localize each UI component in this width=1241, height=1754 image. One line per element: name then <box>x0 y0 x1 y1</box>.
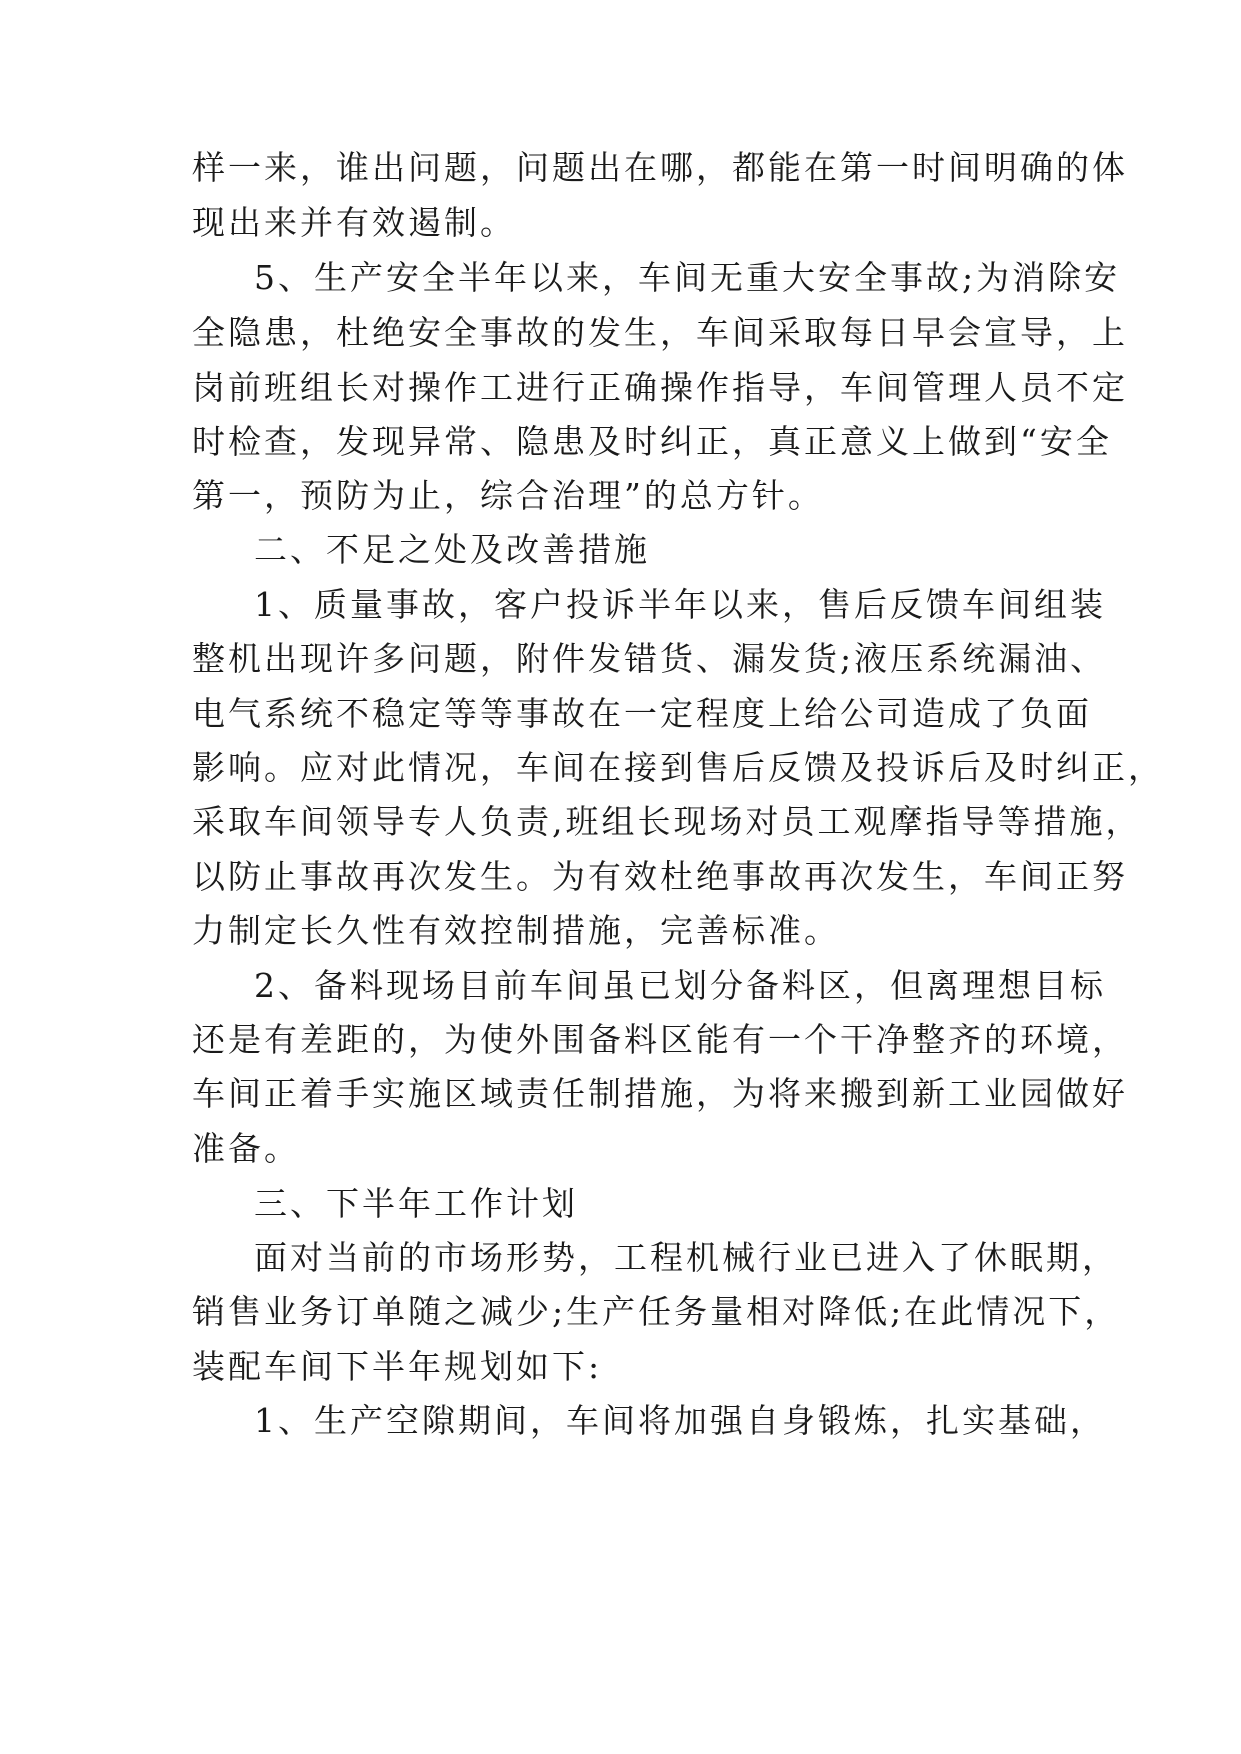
text-line: 力制定长久性有效控制措施，完善标准。 <box>192 911 840 950</box>
text-line: 样一来，谁出问题，问题出在哪，都能在第一时间明确的体 <box>192 148 1128 187</box>
text-line: 销售业务订单随之减少;生产任务量相对降低;在此情况下， <box>192 1292 1121 1331</box>
text-line: 5、生产安全半年以来，车间无重大安全事故;为消除安 <box>254 258 1121 297</box>
text-line: 还是有差距的，为使外围备料区能有一个干净整齐的环境， <box>192 1020 1128 1059</box>
section-heading: 二、不足之处及改善措施 <box>254 530 650 569</box>
text-line: 现出来并有效遏制。 <box>192 203 516 242</box>
text-line: 岗前班组长对操作工进行正确操作指导，车间管理人员不定 <box>192 368 1128 407</box>
text-line: 1、质量事故，客户投诉半年以来，售后反馈车间组装 <box>254 585 1106 624</box>
text-line: 装配车间下半年规划如下: <box>192 1347 603 1386</box>
text-line: 车间正着手实施区域责任制措施，为将来搬到新工业园做好 <box>192 1074 1128 1113</box>
text-line: 第一，预防为止，综合治理”的总方针。 <box>192 476 824 515</box>
text-line: 影响。应对此情况，车间在接到售后反馈及投诉后及时纠正， <box>192 748 1164 787</box>
text-line: 面对当前的市场形势，工程机械行业已进入了休眠期， <box>254 1238 1118 1277</box>
text-line: 电气系统不稳定等等事故在一定程度上给公司造成了负面 <box>192 694 1092 733</box>
text-line: 以防止事故再次发生。为有效杜绝事故再次发生，车间正努 <box>192 857 1128 896</box>
text-line: 准备。 <box>192 1129 300 1168</box>
text-line: 时检查，发现异常、隐患及时纠正，真正意义上做到“安全 <box>192 422 1112 461</box>
text-line: 整机出现许多问题，附件发错货、漏发货;液压系统漏油、 <box>192 639 1107 678</box>
text-line: 全隐患，杜绝安全事故的发生，车间采取每日早会宣导，上 <box>192 313 1128 352</box>
text-line: 2、备料现场目前车间虽已划分备料区，但离理想目标 <box>254 966 1106 1005</box>
text-line: 1、生产空隙期间，车间将加强自身锻炼，扎实基础， <box>254 1401 1106 1440</box>
section-heading: 三、下半年工作计划 <box>254 1184 578 1223</box>
text-line: 采取车间领导专人负责,班组长现场对员工观摩指导等措施， <box>192 802 1142 841</box>
